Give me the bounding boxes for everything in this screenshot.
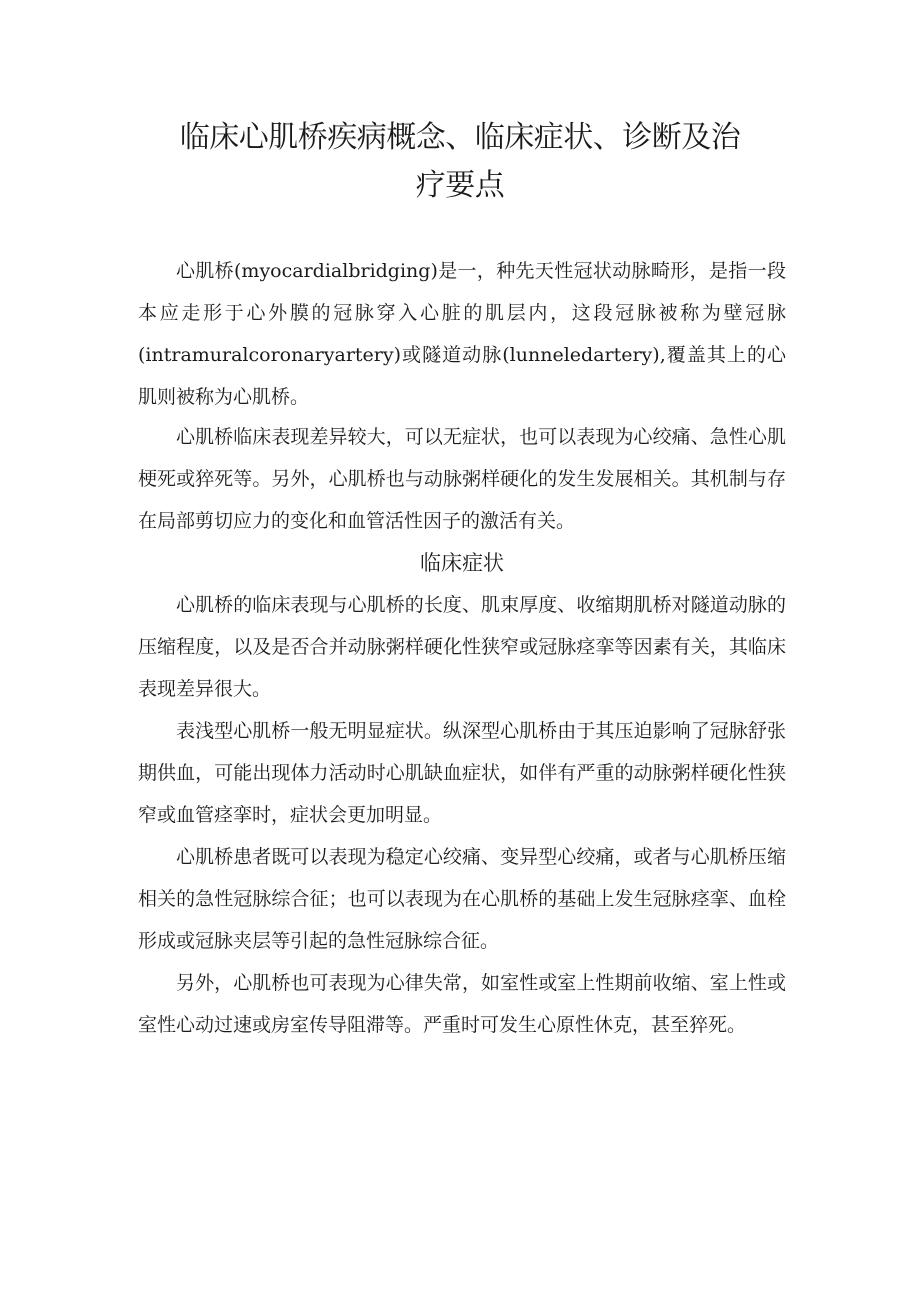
symptoms-paragraph-angina: 心肌桥患者既可以表现为稳定心绞痛、变异型心绞痛，或者与心肌桥压缩相关的急性冠脉综合征；也可以表现为在心肌桥的基础上发生冠脉痉挛、血栓形成或冠脉夹层等引起的急性冠脉综合征。 <box>138 846 786 952</box>
intro-paragraph-clinical: 心肌桥临床表现差异较大，可以无症状，也可以表现为心绞痛、急性心肌梗死或猝死等。另外，心肌桥也与动脉粥样硬化的发生发展相关。其机制与存在局部剪切应力的变化和血管活性因子的激活有关。 <box>138 426 786 532</box>
symptoms-paragraph-arrhythmia: 另外，心肌桥也可表现为心律失常，如室性或室上性期前收缩、室上性或室性心动过速或房室传导阻滞等。严重时可发生心原性休克，甚至猝死。 <box>138 972 786 1036</box>
document-title-line-2: 疗要点 <box>415 168 505 203</box>
intro-paragraph-definition: 心肌桥(myocardialbridging)是一，种先天性冠状动脉畸形，是指一段本应走形于心外膜的冠脉穿入心脏的肌层内，这段冠脉被称为壁冠脉(intramuralcoronaryartery)或隧道动脉(lunneledartery),覆盖其上的心肌则被称为心肌桥。 <box>138 260 786 408</box>
section-heading-clinical-symptoms: 临床症状 <box>420 551 504 575</box>
symptoms-paragraph-factors: 心肌桥的临床表现与心肌桥的长度、肌束厚度、收缩期肌桥对隧道动脉的压缩程度，以及是否合并动脉粥样硬化性狭窄或冠脉痉挛等因素有关，其临床表现差异很大。 <box>138 594 786 700</box>
document-title-line-1: 临床心肌桥疾病概念、临床症状、诊断及治 <box>179 120 741 155</box>
symptoms-paragraph-types: 表浅型心肌桥一般无明显症状。纵深型心肌桥由于其压迫影响了冠脉舒张期供血，可能出现体力活动时心肌缺血症状，如伴有严重的动脉粥样硬化性狭窄或血管痉挛时，症状会更加明显。 <box>138 720 786 826</box>
